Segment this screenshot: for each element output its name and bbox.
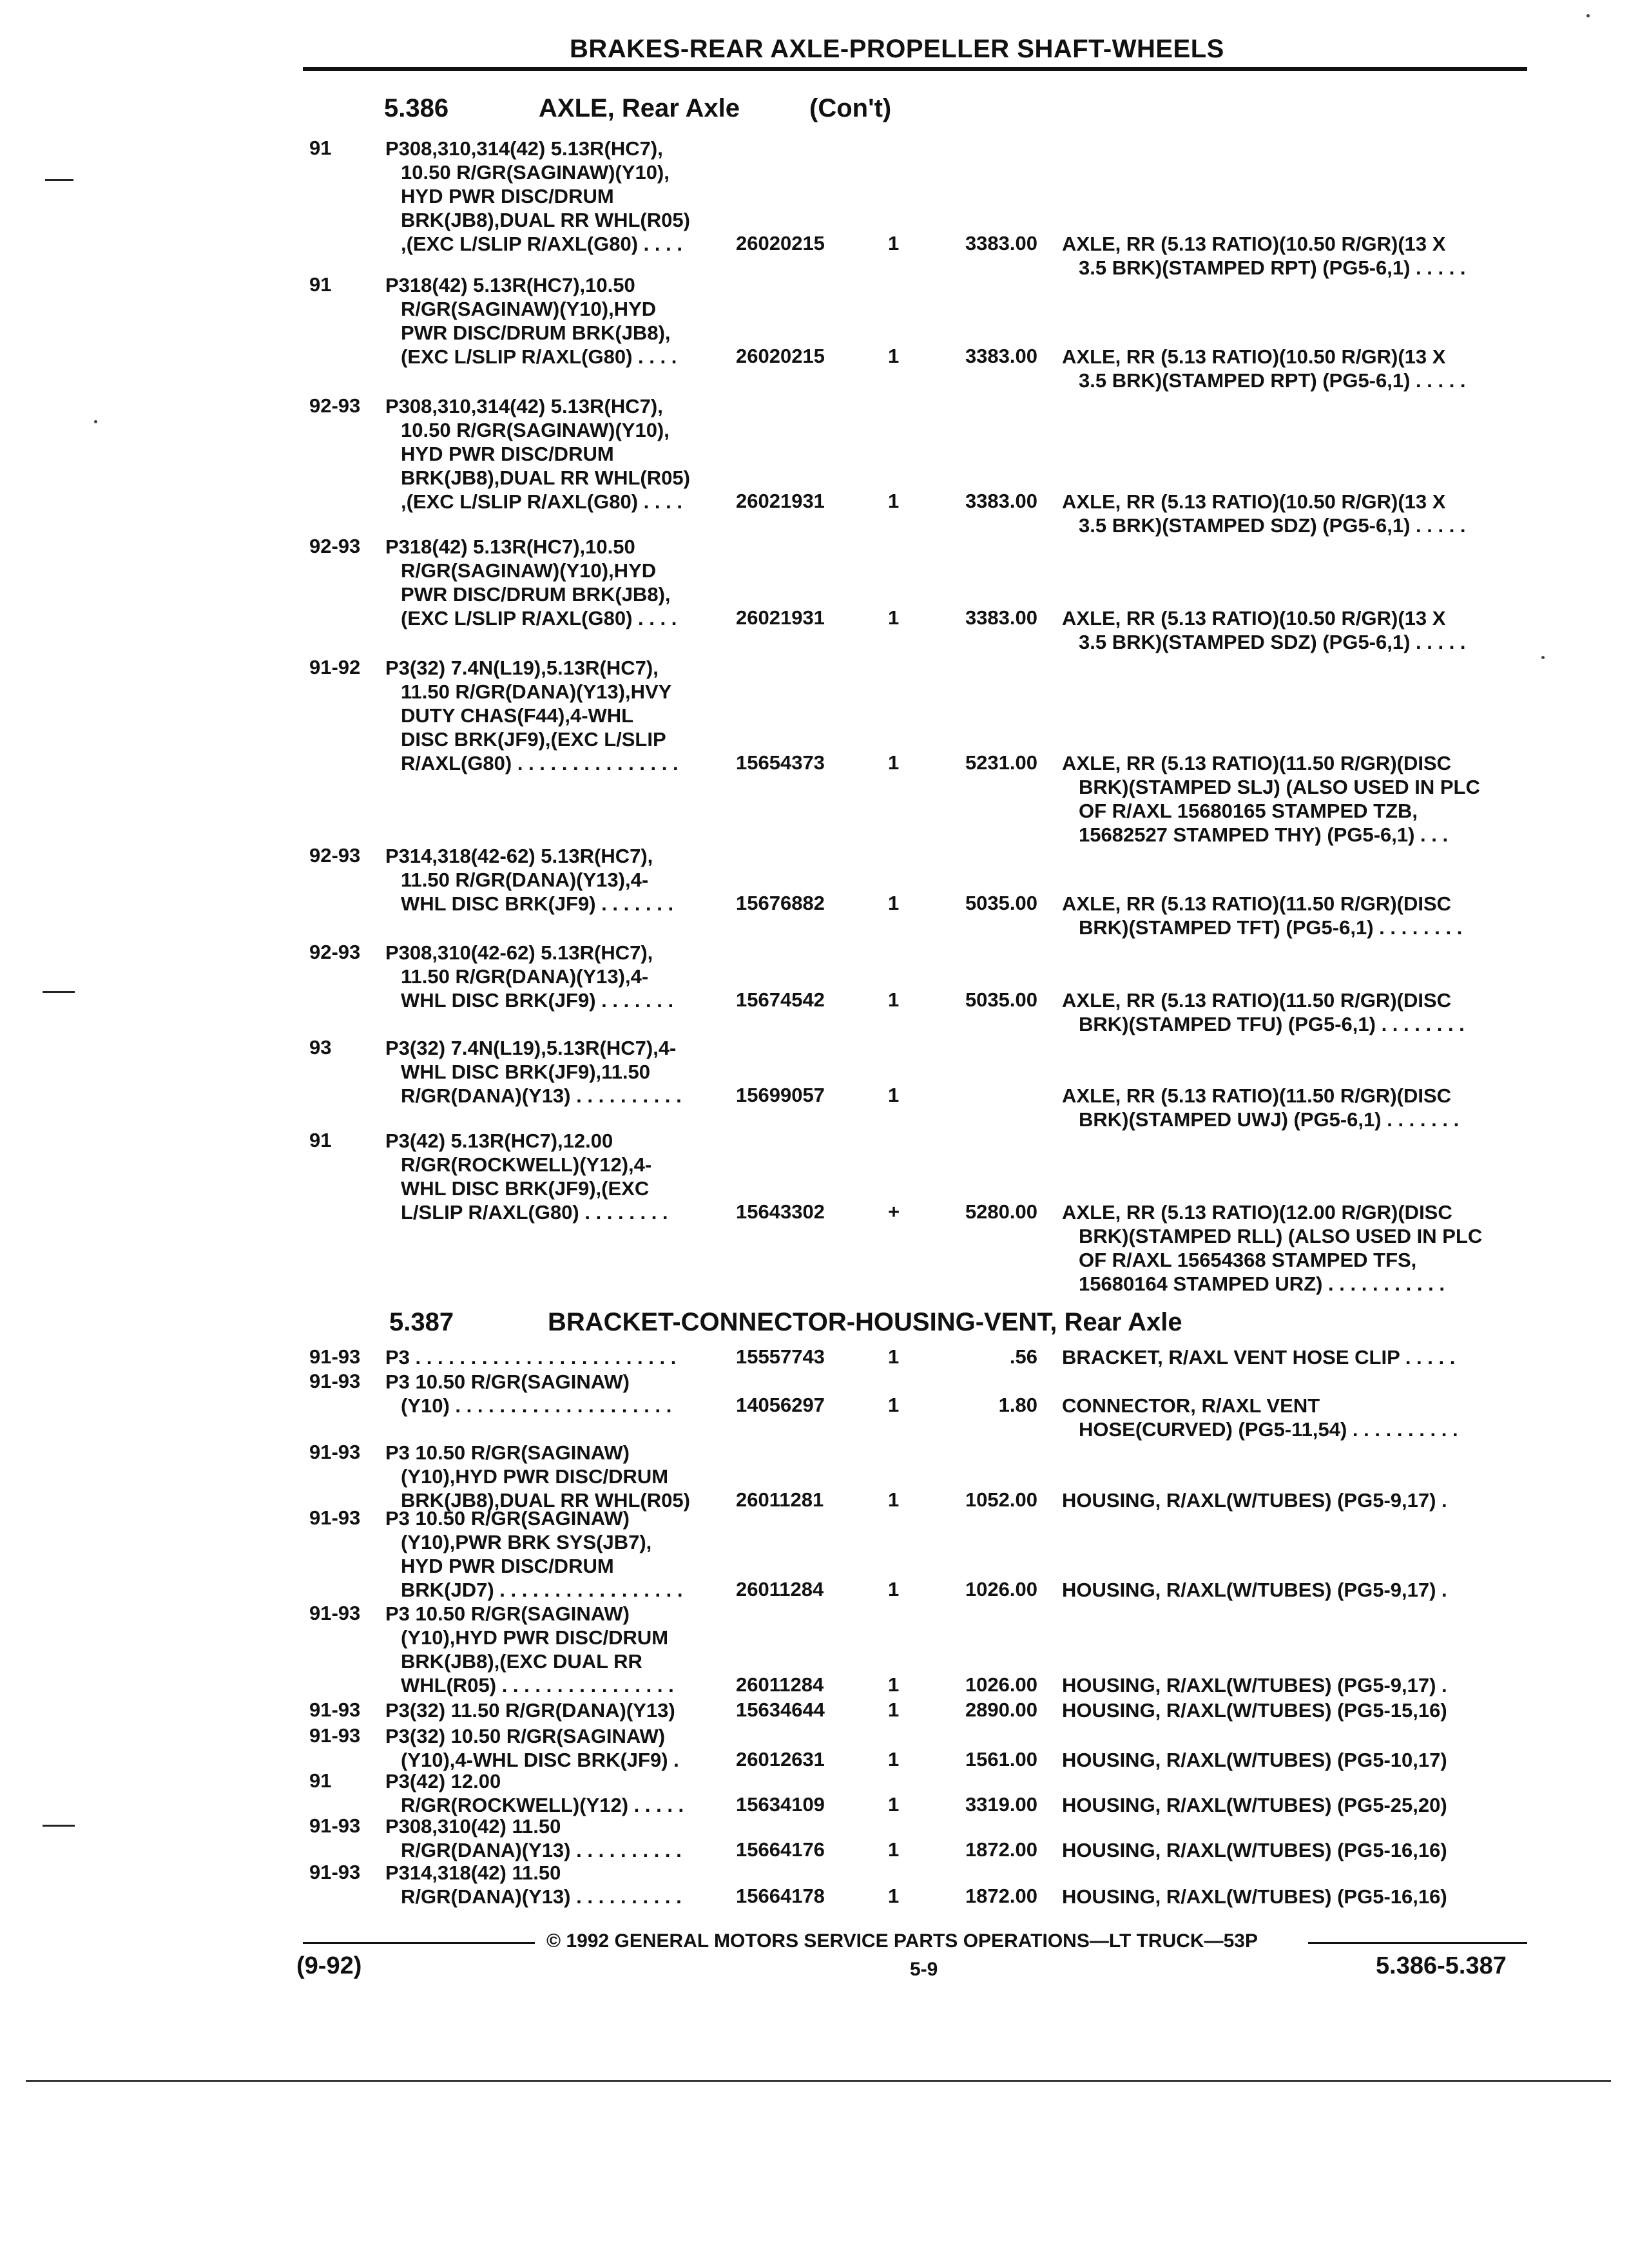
part-number: 15664178 [736, 1885, 825, 1907]
usage-line: P308,310,314(42) 5.13R(HC7), [385, 395, 663, 418]
usage-line: R/GR(SAGINAW)(Y10),HYD [401, 298, 657, 320]
list-price: 3319.00 [965, 1793, 1037, 1816]
description-line: OF R/AXL 15680165 STAMPED TZB, [1079, 800, 1418, 822]
usage-line: HYD PWR DISC/DRUM [401, 443, 614, 465]
description-line: AXLE, RR (5.13 RATIO)(10.50 R/GR)(13 X [1062, 607, 1446, 629]
list-price: 2890.00 [965, 1698, 1037, 1721]
list-price: 5231.00 [965, 751, 1037, 774]
usage-line: WHL DISC BRK(JF9) . . . . . . . [401, 989, 674, 1012]
model-years: 93 [309, 1036, 332, 1059]
quantity: 1 [888, 1673, 900, 1696]
part-number: 15699057 [736, 1084, 825, 1106]
part-number: 26011284 [736, 1578, 824, 1600]
usage-line: BRK(JB8),DUAL RR WHL(R05) [401, 1489, 690, 1512]
description-line: 3.5 BRK)(STAMPED SDZ) (PG5-6,1) . . . . . [1079, 514, 1466, 537]
usage-line: P314,318(42-62) 5.13R(HC7), [385, 845, 653, 867]
description-line: HOUSING, R/AXL(W/TUBES) (PG5-10,17) [1062, 1749, 1447, 1771]
quantity: 1 [888, 490, 900, 512]
part-number: 26020215 [736, 345, 825, 367]
usage-line: P308,310,314(42) 5.13R(HC7), [385, 137, 663, 160]
list-price: 1.80 [998, 1394, 1037, 1416]
usage-line: P3(32) 11.50 R/GR(DANA)(Y13) [385, 1699, 675, 1722]
quantity: 1 [888, 345, 900, 367]
model-years: 91-93 [309, 1506, 361, 1529]
description-line: HOUSING, R/AXL(W/TUBES) (PG5-9,17) . [1062, 1579, 1447, 1601]
usage-line: P314,318(42) 11.50 [385, 1861, 561, 1884]
usage-line: HYD PWR DISC/DRUM [401, 1555, 614, 1577]
list-price: 3383.00 [965, 345, 1037, 367]
usage-line: HYD PWR DISC/DRUM [401, 185, 614, 207]
usage-line: 11.50 R/GR(DANA)(Y13),HVY [401, 680, 672, 703]
usage-line: P3 10.50 R/GR(SAGINAW) [385, 1507, 630, 1530]
part-number: 15674542 [736, 988, 825, 1011]
description-line: HOUSING, R/AXL(W/TUBES) (PG5-25,20) [1062, 1794, 1447, 1816]
usage-line: BRK(JB8),DUAL RR WHL(R05) [401, 466, 690, 489]
usage-line: 10.50 R/GR(SAGINAW)(Y10), [401, 419, 670, 441]
list-price: 1052.00 [965, 1488, 1037, 1511]
quantity: 1 [888, 1838, 900, 1861]
description-line: BRK)(STAMPED UWJ) (PG5-6,1) . . . . . . . [1079, 1108, 1460, 1131]
quantity: 1 [888, 1793, 900, 1816]
usage-line: BRK(JB8),DUAL RR WHL(R05) [401, 209, 690, 231]
description-line: AXLE, RR (5.13 RATIO)(11.50 R/GR)(DISC [1062, 752, 1452, 774]
usage-line: DUTY CHAS(F44),4-WHL [401, 704, 634, 727]
usage-line: ,(EXC L/SLIP R/AXL(G80) . . . . [401, 233, 682, 255]
model-years: 92-93 [309, 394, 361, 417]
model-years: 91-93 [309, 1602, 361, 1624]
part-number: 15643302 [736, 1200, 825, 1223]
part-number: 15664176 [736, 1838, 825, 1861]
usage-line: (Y10) . . . . . . . . . . . . . . . . . . . . [401, 1394, 672, 1417]
description-line: 3.5 BRK)(STAMPED SDZ) (PG5-6,1) . . . . . [1079, 631, 1466, 653]
section-title: BRACKET-CONNECTOR-HOUSING-VENT, Rear Axle [548, 1308, 1182, 1336]
description-line: 15680164 STAMPED URZ) . . . . . . . . . . . [1079, 1273, 1445, 1295]
section-title: AXLE, Rear Axle [539, 94, 740, 122]
usage-line: P308,310(42) 11.50 [385, 1815, 561, 1838]
list-price: 1561.00 [965, 1748, 1037, 1771]
usage-line: L/SLIP R/AXL(G80) . . . . . . . . [401, 1201, 668, 1224]
usage-line: P3(32) 10.50 R/GR(SAGINAW) [385, 1725, 666, 1747]
model-years: 91-93 [309, 1698, 361, 1721]
list-price: 1872.00 [965, 1885, 1037, 1907]
usage-line: R/GR(DANA)(Y13) . . . . . . . . . . [401, 1839, 682, 1861]
part-number: 15557743 [736, 1345, 825, 1368]
description-line: AXLE, RR (5.13 RATIO)(12.00 R/GR)(DISC [1062, 1201, 1452, 1224]
model-years: 92-93 [309, 844, 361, 867]
footer-rule-left [303, 1942, 535, 1944]
list-price: 3383.00 [965, 490, 1037, 512]
description-line: HOUSING, R/AXL(W/TUBES) (PG5-9,17) . [1062, 1674, 1447, 1696]
model-years: 91-92 [309, 656, 361, 678]
quantity: 1 [888, 1885, 900, 1907]
quantity: 1 [888, 751, 900, 774]
usage-line: P318(42) 5.13R(HC7),10.50 [385, 274, 635, 296]
description-line: CONNECTOR, R/AXL VENT [1062, 1394, 1320, 1417]
usage-line: (Y10),HYD PWR DISC/DRUM [401, 1626, 669, 1649]
footer-page-number: 5-9 [910, 1959, 938, 1980]
list-price: .56 [1009, 1345, 1037, 1368]
usage-line: P3(32) 7.4N(L19),5.13R(HC7), [385, 657, 659, 679]
quantity: 1 [888, 1698, 900, 1721]
usage-line: (Y10),PWR BRK SYS(JB7), [401, 1531, 652, 1553]
section-continued: (Con't) [809, 94, 892, 122]
description-line: AXLE, RR (5.13 RATIO)(10.50 R/GR)(13 X [1062, 233, 1446, 255]
header-rule [303, 67, 1527, 71]
scan-speck [94, 420, 97, 423]
footer-date: (9-92) [296, 1952, 362, 1979]
description-line: BRK)(STAMPED TFU) (PG5-6,1) . . . . . . . . [1079, 1013, 1465, 1035]
usage-line: (Y10),HYD PWR DISC/DRUM [401, 1465, 669, 1488]
part-number: 15634109 [736, 1793, 825, 1816]
usage-line: P318(42) 5.13R(HC7),10.50 [385, 535, 635, 558]
usage-line: (Y10),4-WHL DISC BRK(JF9) . [401, 1749, 679, 1771]
model-years: 91 [309, 273, 332, 296]
binder-mark [43, 991, 75, 993]
usage-line: P3 10.50 R/GR(SAGINAW) [385, 1370, 630, 1393]
usage-line: P308,310(42-62) 5.13R(HC7), [385, 941, 653, 964]
list-price: 1026.00 [965, 1578, 1037, 1600]
usage-line: 11.50 R/GR(DANA)(Y13),4- [401, 869, 649, 891]
part-number: 26012631 [736, 1748, 825, 1771]
binder-mark [43, 1825, 75, 1827]
scan-speck [1541, 656, 1545, 659]
usage-line: PWR DISC/DRUM BRK(JB8), [401, 322, 671, 344]
usage-line: WHL DISC BRK(JF9),11.50 [401, 1061, 651, 1083]
list-price: 1026.00 [965, 1673, 1037, 1696]
description-line: HOUSING, R/AXL(W/TUBES) (PG5-9,17) . [1062, 1489, 1447, 1512]
quantity: 1 [888, 1084, 900, 1106]
usage-line: R/AXL(G80) . . . . . . . . . . . . . . . [401, 752, 679, 774]
usage-line: P3(32) 7.4N(L19),5.13R(HC7),4- [385, 1037, 677, 1059]
part-number: 15634644 [736, 1698, 825, 1721]
description-line: AXLE, RR (5.13 RATIO)(10.50 R/GR)(13 X [1062, 490, 1446, 513]
description-line: HOUSING, R/AXL(W/TUBES) (PG5-16,16) [1062, 1885, 1447, 1908]
list-price: 5035.00 [965, 988, 1037, 1011]
usage-line: R/GR(ROCKWELL)(Y12) . . . . . [401, 1794, 684, 1816]
quantity: 1 [888, 1345, 900, 1368]
usage-line: R/GR(ROCKWELL)(Y12),4- [401, 1153, 652, 1176]
part-number: 26011284 [736, 1673, 824, 1696]
page-edge-line [26, 2080, 1611, 2082]
usage-line: WHL DISC BRK(JF9) . . . . . . . [401, 892, 674, 915]
description-line: HOUSING, R/AXL(W/TUBES) (PG5-15,16) [1062, 1699, 1447, 1722]
model-years: 91 [309, 137, 332, 159]
usage-line: R/GR(DANA)(Y13) . . . . . . . . . . [401, 1885, 682, 1908]
list-price: 3383.00 [965, 606, 1037, 629]
usage-line: (EXC L/SLIP R/AXL(G80) . . . . [401, 607, 677, 629]
usage-line: 11.50 R/GR(DANA)(Y13),4- [401, 965, 649, 988]
footer-section-range: 5.386-5.387 [1376, 1952, 1507, 1979]
model-years: 91-93 [309, 1814, 361, 1837]
description-line: BRK)(STAMPED TFT) (PG5-6,1) . . . . . . . . [1079, 916, 1463, 939]
binder-mark [45, 179, 73, 181]
footer-rule-right [1308, 1942, 1527, 1944]
model-years: 91-93 [309, 1370, 361, 1392]
list-price: 1872.00 [965, 1838, 1037, 1861]
model-years: 91-93 [309, 1724, 361, 1747]
quantity: 1 [888, 988, 900, 1011]
description-line: BRACKET, R/AXL VENT HOSE CLIP . . . . . [1062, 1346, 1456, 1369]
description-line: HOUSING, R/AXL(W/TUBES) (PG5-16,16) [1062, 1839, 1447, 1861]
part-number: 15676882 [736, 892, 825, 914]
description-line: BRK)(STAMPED SLJ) (ALSO USED IN PLC [1079, 776, 1480, 798]
usage-line: DISC BRK(JF9),(EXC L/SLIP [401, 728, 666, 751]
quantity: 1 [888, 606, 900, 629]
description-line: 15682527 STAMPED THY) (PG5-6,1) . . . [1079, 823, 1449, 846]
description-line: HOSE(CURVED) (PG5-11,54) . . . . . . . . . . [1079, 1418, 1458, 1441]
description-line: AXLE, RR (5.13 RATIO)(11.50 R/GR)(DISC [1062, 892, 1452, 915]
usage-line: P3(42) 5.13R(HC7),12.00 [385, 1129, 613, 1152]
usage-line: (EXC L/SLIP R/AXL(G80) . . . . [401, 345, 677, 368]
list-price: 5035.00 [965, 892, 1037, 914]
usage-line: P3 . . . . . . . . . . . . . . . . . . . . . . . . [385, 1346, 677, 1369]
usage-line: P3 10.50 R/GR(SAGINAW) [385, 1441, 630, 1464]
model-years: 91-93 [309, 1861, 361, 1883]
description-line: AXLE, RR (5.13 RATIO)(11.50 R/GR)(DISC [1062, 1084, 1452, 1107]
model-years: 92-93 [309, 535, 361, 557]
part-number: 26020215 [736, 232, 825, 255]
description-line: 3.5 BRK)(STAMPED RPT) (PG5-6,1) . . . . . [1079, 369, 1466, 392]
usage-line: BRK(JD7) . . . . . . . . . . . . . . . . . [401, 1579, 683, 1601]
list-price: 5280.00 [965, 1200, 1037, 1223]
model-years: 91 [309, 1129, 332, 1151]
quantity: 1 [888, 1488, 900, 1511]
description-line: 3.5 BRK)(STAMPED RPT) (PG5-6,1) . . . . . [1079, 256, 1466, 279]
quantity: 1 [888, 1578, 900, 1600]
footer-copyright: © 1992 GENERAL MOTORS SERVICE PARTS OPERATIONS—LT TRUCK—53P [546, 1930, 1258, 1952]
part-number: 26011281 [736, 1488, 824, 1511]
quantity: 1 [888, 1748, 900, 1771]
list-price: 3383.00 [965, 232, 1037, 255]
usage-line: P3(42) 12.00 [385, 1770, 501, 1792]
section-number: 5.386 [384, 94, 449, 122]
quantity: 1 [888, 1394, 900, 1416]
usage-line: BRK(JB8),(EXC DUAL RR [401, 1650, 642, 1673]
usage-line: ,(EXC L/SLIP R/AXL(G80) . . . . [401, 490, 682, 513]
usage-line: R/GR(SAGINAW)(Y10),HYD [401, 559, 657, 582]
description-line: OF R/AXL 15654368 STAMPED TFS, [1079, 1249, 1417, 1271]
usage-line: PWR DISC/DRUM BRK(JB8), [401, 583, 671, 606]
part-number: 26021931 [736, 606, 825, 629]
model-years: 92-93 [309, 941, 361, 963]
quantity: 1 [888, 892, 900, 914]
usage-line: WHL DISC BRK(JF9),(EXC [401, 1177, 650, 1200]
quantity: + [888, 1200, 900, 1223]
usage-line: 10.50 R/GR(SAGINAW)(Y10), [401, 161, 670, 184]
model-years: 91-93 [309, 1441, 361, 1463]
description-line: AXLE, RR (5.13 RATIO)(10.50 R/GR)(13 X [1062, 345, 1446, 368]
quantity: 1 [888, 232, 900, 255]
model-years: 91 [309, 1769, 332, 1792]
scan-speck [1586, 14, 1590, 17]
usage-line: R/GR(DANA)(Y13) . . . . . . . . . . [401, 1084, 682, 1107]
description-line: BRK)(STAMPED RLL) (ALSO USED IN PLC [1079, 1225, 1483, 1247]
description-line: AXLE, RR (5.13 RATIO)(11.50 R/GR)(DISC [1062, 989, 1452, 1012]
part-number: 14056297 [736, 1394, 825, 1416]
usage-line: P3 10.50 R/GR(SAGINAW) [385, 1602, 630, 1625]
part-number: 26021931 [736, 490, 825, 512]
usage-line: WHL(R05) . . . . . . . . . . . . . . . . [401, 1674, 674, 1696]
page-header-title: BRAKES-REAR AXLE-PROPELLER SHAFT-WHEELS [570, 35, 1224, 63]
part-number: 15654373 [736, 751, 825, 774]
section-number: 5.387 [389, 1308, 454, 1336]
model-years: 91-93 [309, 1345, 361, 1368]
